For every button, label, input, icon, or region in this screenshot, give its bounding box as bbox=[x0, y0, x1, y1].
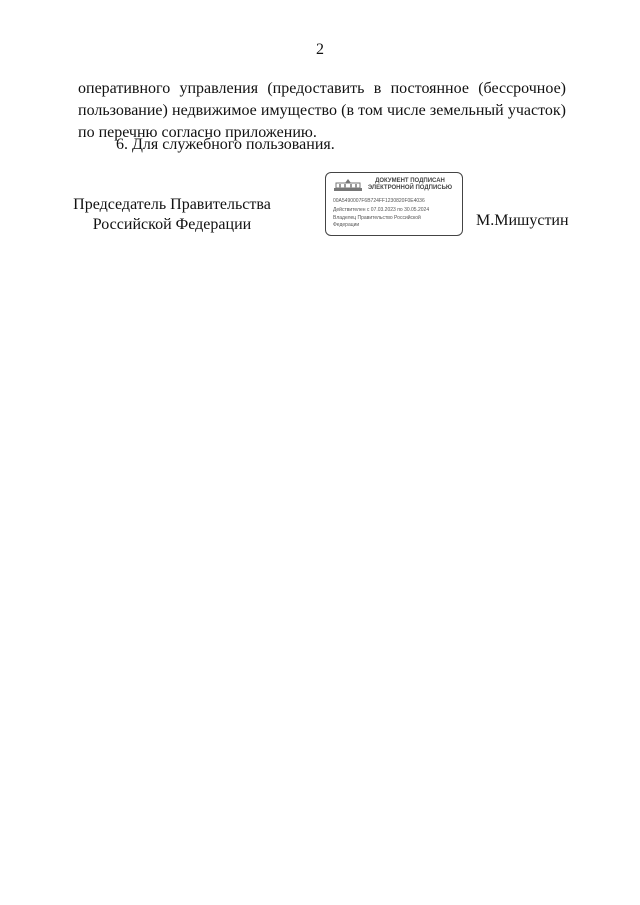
electronic-signature-stamp bbox=[325, 172, 463, 236]
coat-of-arms-icon bbox=[334, 178, 362, 192]
signatory-title-line: Российской Федерации bbox=[92, 216, 252, 233]
stamp-heading-line: ЭЛЕКТРОННОЙ ПОДПИСЬЮ bbox=[367, 185, 453, 191]
stamp-validity: Действителен с 07.03.2023 по 30.05.2024 bbox=[333, 207, 430, 213]
stamp-heading bbox=[364, 178, 456, 192]
stamp-owner: Федерации bbox=[333, 222, 360, 228]
text-line: по перечню согласно приложению. bbox=[78, 124, 317, 141]
text-line: оперативного управления (предоставить в постоянное (бессрочное) bbox=[78, 80, 566, 97]
signatory-title-line: Председатель Правительства bbox=[73, 196, 271, 213]
signer-name: М.Мишустин bbox=[476, 212, 569, 229]
stamp-certificate: 00A5490007F6B724FF1230820F0E4036 bbox=[333, 198, 425, 204]
page-number: 2 bbox=[316, 41, 324, 58]
stamp-owner: Владелец Правительство Российской bbox=[333, 215, 421, 221]
paragraph-6: 6. Для служебного пользования. bbox=[116, 136, 335, 153]
stamp-heading-line: ДОКУМЕНТ ПОДПИСАН bbox=[375, 178, 445, 184]
text-line: пользование) недвижимое имущество (в том числе земельный участок) bbox=[78, 102, 566, 119]
signatory-title bbox=[62, 195, 282, 235]
